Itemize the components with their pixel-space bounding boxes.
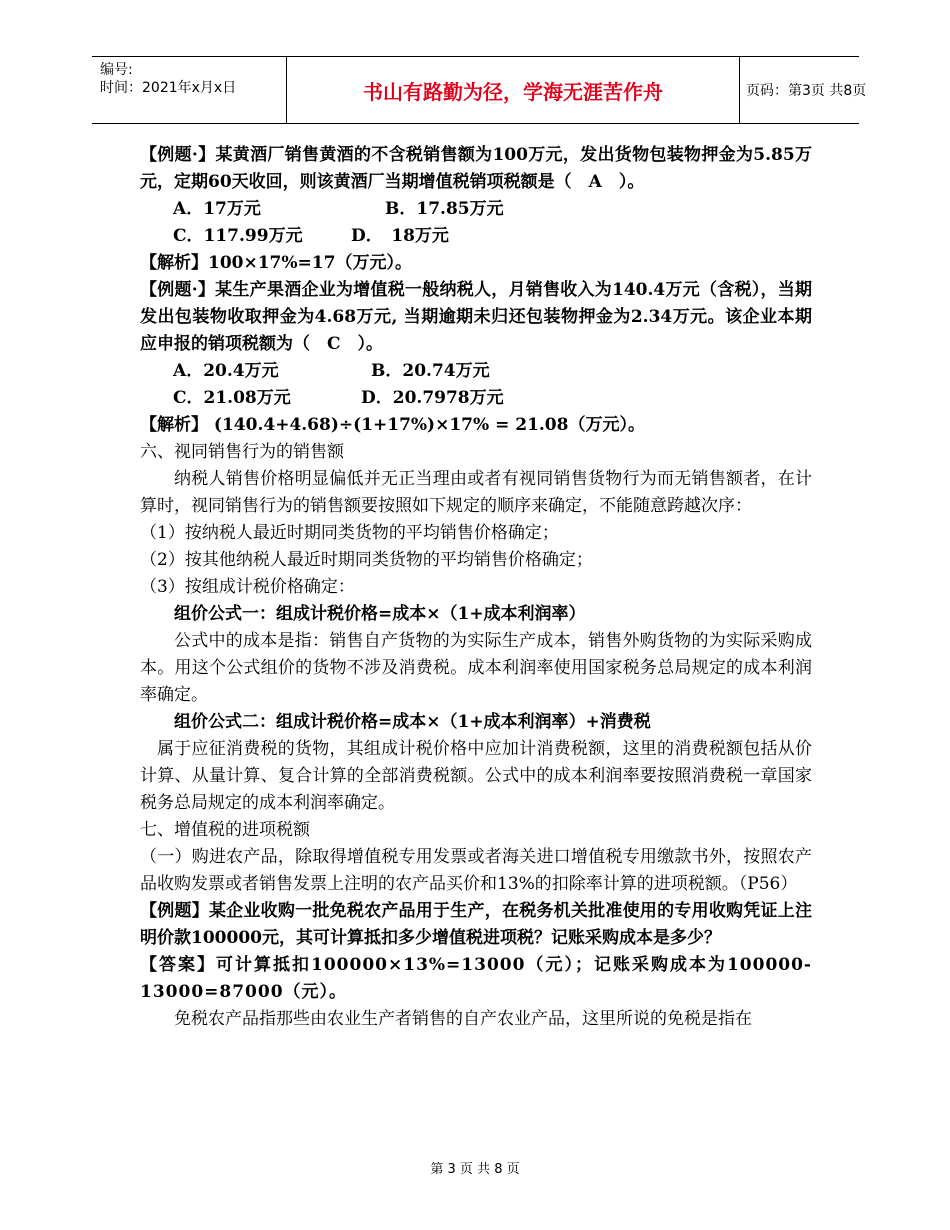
rule-item-2: （2）按其他纳税人最近时期同类货物的平均销售价格确定；: [140, 550, 593, 570]
number-label: 编号:: [100, 62, 133, 78]
formula-2-note: 属于应征消费税的货物，其组成计税价格中应加计消费税额，这里的消费税额包括从价计算、从量计算、复合计算的全部消费税额。公式中的成本利润率要按照消费税一章国家税务总局规定的成本利润率确定。: [140, 739, 812, 813]
option-b: B．17.85万元: [385, 199, 504, 219]
example-1-solution: 【解析】100×17%=17（万元）。: [140, 253, 412, 273]
example-2-options-row-2: [140, 385, 812, 412]
header-motto: 书山有路勤为径，学海无涯苦作舟: [286, 57, 740, 123]
example-3-answer: 【答案】可计算抵扣100000×13%=13000（元）；记账采购成本为100000-13000=87000（元）。: [140, 955, 812, 1002]
section-7-paragraph-2: 免税农产品指那些由农业生产者销售的自产农业产品，这里所说的免税是指在: [174, 1009, 752, 1029]
example-2-solution: 【解析】 (140.4+4.68)÷(1+17%)×17% = 21.08（万元）。: [140, 415, 645, 435]
formula-1: 组价公式一：组成计税价格=成本×（1+成本利润率）: [174, 604, 586, 624]
section-6-paragraph: 纳税人销售价格明显偏低并无正当理由或者有视同销售货物行为而无销售额者，在计算时，视同销售行为的销售额要按照如下规定的顺序来确定，不能随意跨越次序：: [140, 469, 812, 516]
section-7-title: 七、增值税的进项税额: [140, 820, 310, 840]
page-header: [92, 56, 867, 124]
page-footer: 第 3 页 共 8 页: [430, 1162, 520, 1177]
option-a: A．17万元: [173, 199, 261, 219]
option-d: D．20.7978万元: [361, 388, 504, 408]
option-c: C．117.99万元: [173, 226, 303, 246]
header-meta: [92, 57, 286, 123]
example-1-question: 【例题·】某黄酒厂销售黄酒的不含税销售额为100万元，发出货物包装物押金为5.85万元，定期60天收回，则该黄酒厂当期增值税销项税额是（ A ）。: [140, 145, 812, 192]
option-b: B．20.74万元: [371, 361, 490, 381]
rule-item-3: （3）按组成计税价格确定：: [140, 577, 355, 597]
document-body: [140, 142, 812, 1033]
option-a: A．20.4万元: [173, 361, 279, 381]
example-1-options-row-1: [140, 196, 812, 223]
example-1-options-row-2: [140, 223, 812, 250]
option-d: D． 18万元: [351, 226, 449, 246]
formula-2: 组价公式二：组成计税价格=成本×（1+成本利润率）+消费税: [174, 712, 651, 732]
rule-item-1: （1）按纳税人最近时期同类货物的平均销售价格确定；: [140, 523, 559, 543]
header-page-label: 页码：第3页 共8页: [746, 83, 867, 99]
example-2-question: 【例题·】某生产果酒企业为增值税一般纳税人，月销售收入为140.4万元（含税），当期发出包装物收取押金为4.68万元, 当期逾期未归还包装物押金为2.34万元。该企业本期应申报的销项税额为（ C ）。: [140, 280, 812, 354]
example-3-question: 【例题】某企业收购一批免税农产品用于生产，在税务机关批准使用的专用收购凭证上注明价款100000元，其可计算抵扣多少增值税进项税？记账采购成本是多少？: [140, 901, 812, 948]
time-label: 时间：2021年x月x日: [100, 80, 237, 96]
example-2-options-row-1: [140, 358, 812, 385]
option-c: C．21.08万元: [173, 388, 291, 408]
formula-1-note: 公式中的成本是指：销售自产货物的为实际生产成本，销售外购货物的为实际采购成本。用这个公式组价的货物不涉及消费税。成本利润率使用国家税务总局规定的成本利润率确定。: [140, 631, 812, 705]
section-7-paragraph-1: （一）购进农产品，除取得增值税专用发票或者海关进口增值税专用缴款书外，按照农产品收购发票或者销售发票上注明的农产品买价和13%的扣除率计算的进项税额。（P56）: [140, 847, 812, 894]
section-6-title: 六、视同销售行为的销售额: [140, 442, 344, 462]
